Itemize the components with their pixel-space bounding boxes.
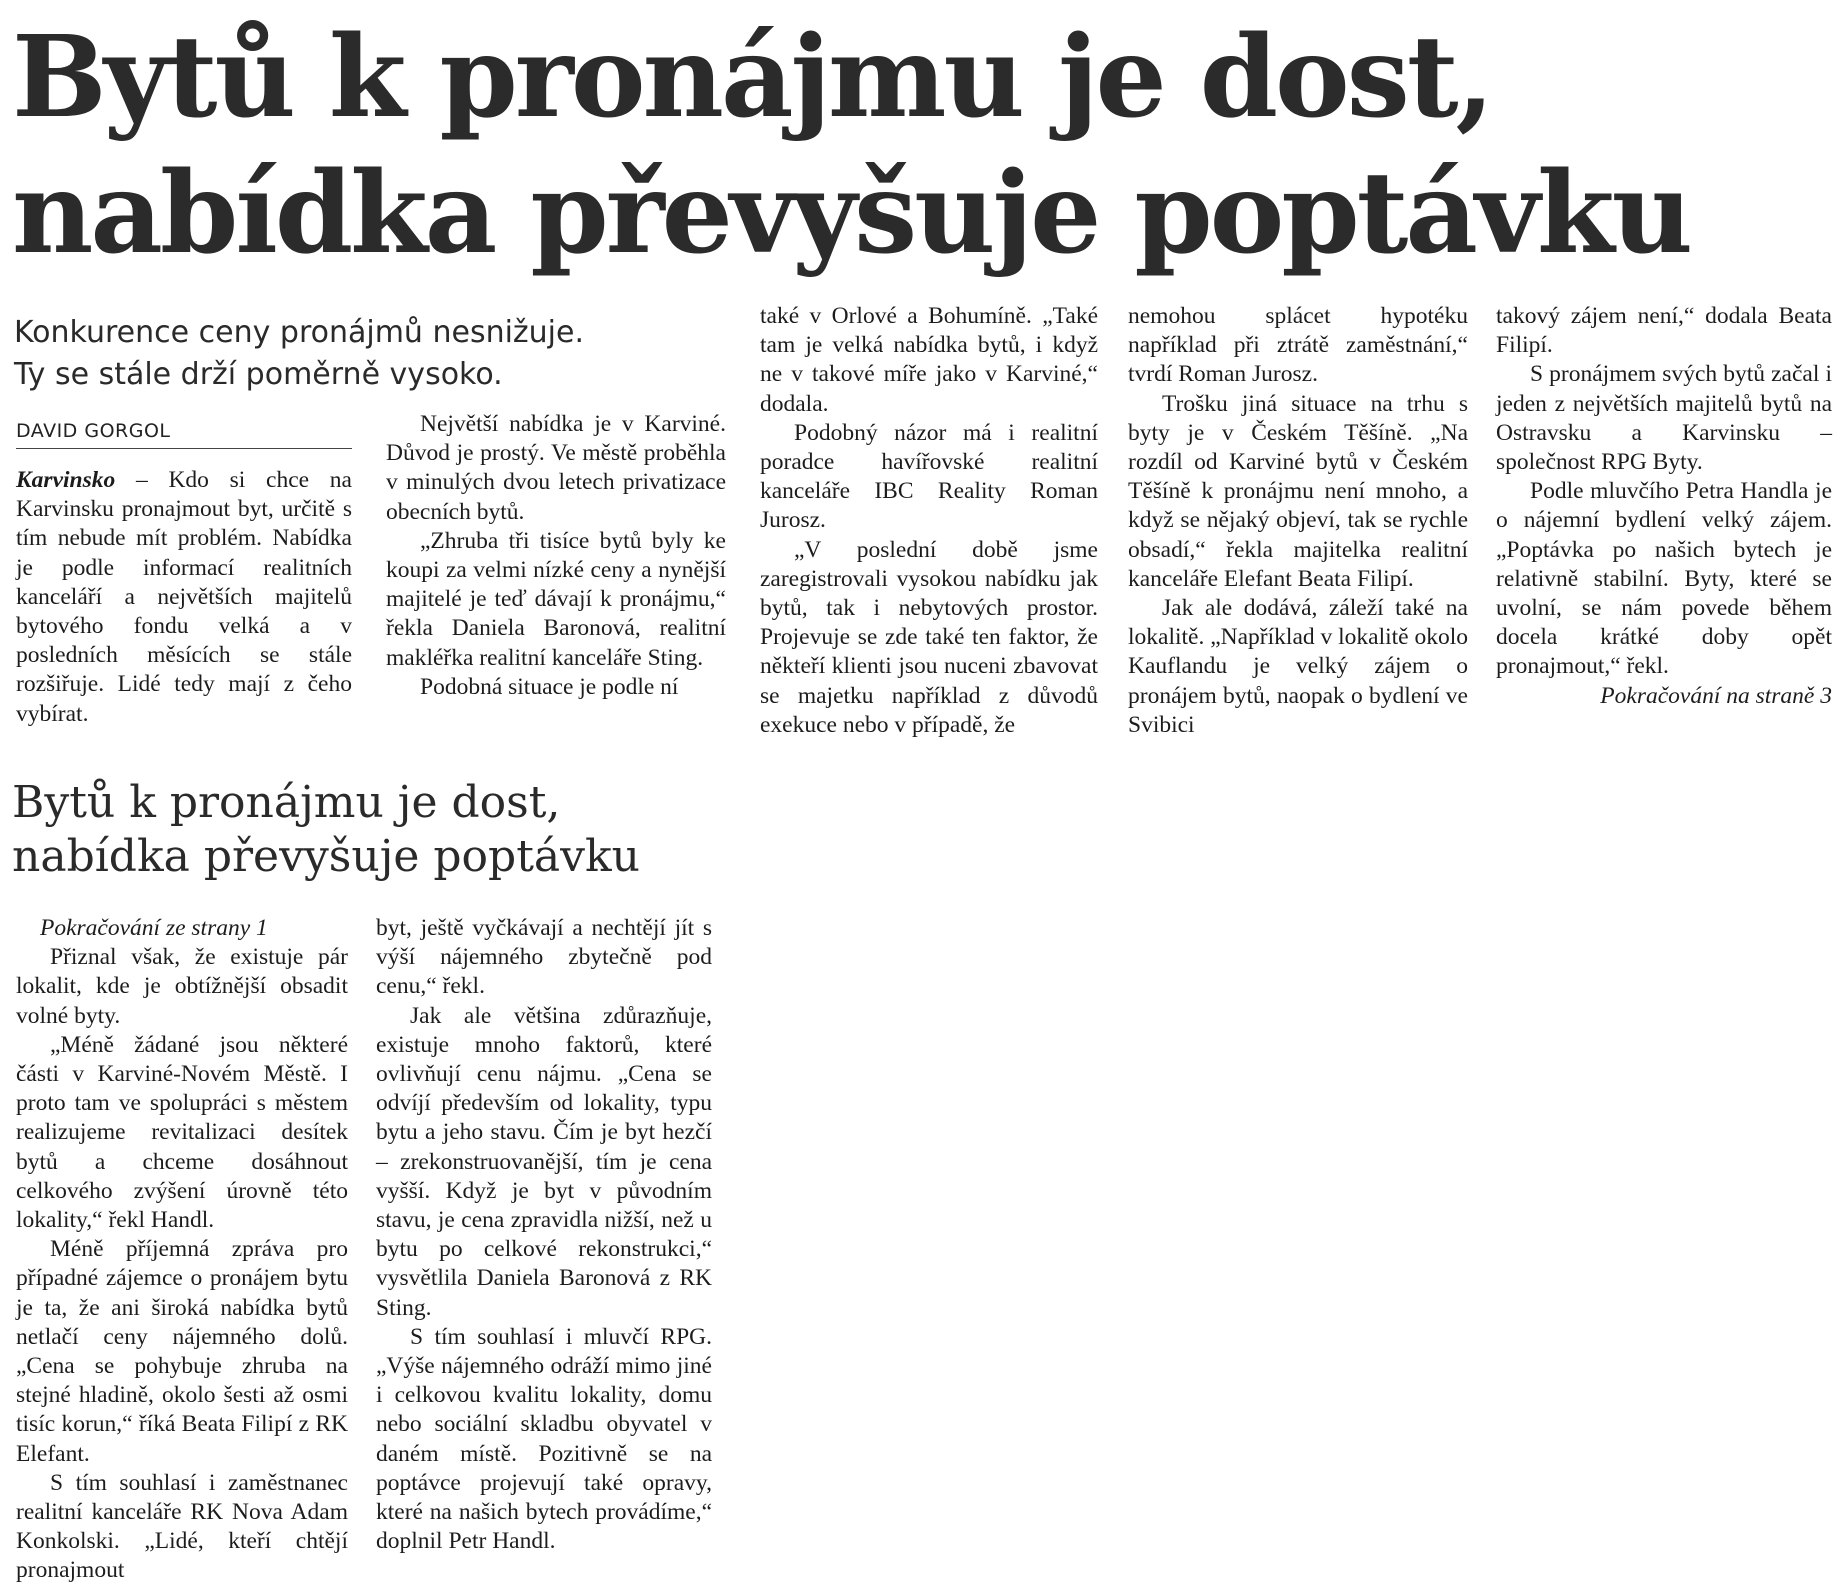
article-paragraph: „Zhruba tři tisíce bytů byly ke koupi za velmi nízké ceny a nynější majitelé je teď dávají k pronájmu,“ řekla Daniela Baronová, realitní makléřka realitní kanceláře Sting. (386, 527, 726, 671)
article-paragraph: Podle mluvčího Petra Handla je o nájemní bydlení velký zájem. „Poptávka po našich bytech je relativně stabilní. Byty, které se uvolní, se nám povede během docela krátké doby opět pronajmout,“ řekl. (1496, 478, 1832, 680)
article-column-1 (16, 466, 352, 729)
article-paragraph: Podobná situace je podle ní (420, 673, 679, 700)
article-paragraph: Trošku jiná situace na trhu s byty je v Českém Těšíně. „Na rozdíl od Karviné bytů v Českém Těšíně k pronájmu není mnoho, a když se nějaký objeví, tak se rychle obsadí,“ řekla majitelka realitní kanceláře Elefant Beata Filipí. (1128, 390, 1468, 592)
headline-line-1: Bytů k pronájmu je dost, (12, 12, 1492, 143)
article-paragraph: byt, ještě vyčkávají a nechtějí jít s výší nájemného zbytečně pod cenu,“ řekl. (376, 915, 712, 1000)
headline (12, 10, 1832, 282)
article-paragraph: Jak ale dodává, záleží také na lokalitě. „Například v lokalitě okolo Kauflandu je velký zájem o pronájem bytů, naopak o bydlení ve Svibici (1128, 595, 1469, 738)
headline-line-2: nabídka převyšuje poptávku (12, 148, 1691, 279)
article-column-5 (1496, 302, 1832, 711)
article-paragraph: Méně příjemná zpráva pro případné zájemce o pronájem bytu je ta, že ani široká nabídka bytů netlačí ceny nájemného dolů. „Cena se pohybuje zhruba na stejné hladině, okolo šesti až osmi tisíc korun,“ říká Beata Filipí z RK Elefant. (16, 1236, 348, 1467)
continued-on-note: Pokračování na straně 3 (1600, 682, 1832, 709)
article-column-3 (760, 302, 1098, 740)
article-column-4 (1128, 302, 1468, 740)
subheadline (14, 312, 585, 396)
continued-from-note: Pokračování ze strany 1 (40, 915, 268, 941)
continuation-column-1 (16, 914, 348, 1586)
article-paragraph: takový zájem není,“ dodala Beata Filipí. (1496, 303, 1832, 359)
dateline: Karvinsko (16, 467, 116, 493)
continuation-headline-line-2: nabídka převyšuje poptávku (12, 831, 640, 882)
article-paragraph: také v Orlové a Bohumíně. „Také tam je velká nabídka bytů, i když ne v takové míře jako v Karviné,“ dodala. (760, 303, 1098, 417)
lead-text: – Kdo si chce na Karvinsku pronajmout byt, určitě s tím nebude mít problém. Nabídka je podle informací realitních kanceláří a největších majitelů bytového fondu velká a v posledních měsících se stále rozšiřuje. Lidé tedy mají z čeho vybírat. (16, 467, 352, 727)
article-paragraph: S pronájmem svých bytů začal i jeden z největších majitelů bytů na Ostravsku a Karvinsku – společnost RPG Byty. (1496, 361, 1832, 476)
byline: DAVID GORGOL (16, 420, 352, 449)
article-paragraph: nemohou splácet hypotéku například při ztrátě zaměstnání,“ tvrdí Roman Jurosz. (1128, 303, 1468, 388)
continuation-headline-line-1: Bytů k pronájmu je dost, (12, 777, 561, 828)
article-paragraph: S tím souhlasí i zaměstnanec realitní kanceláře RK Nova Adam Konkolski. „Lidé, kteří chtějí pronajmout (16, 1469, 348, 1584)
article-paragraph: „V poslední době jsme zaregistrovali vysokou nabídku jak bytů, tak i nebytových prostor. Projevuje se zde také ten faktor, že někteří klienti jsou nuceni zbavovat se majetku například z důvodů exekuce nebo v případě, že (760, 536, 1098, 738)
article-paragraph: Největší nabídka je v Karviné. Důvod je prostý. Ve městě proběhla v minulých dvou letech privatizace obecních bytů. (386, 411, 726, 525)
subheadline-line-2: Ty se stále drží poměrně vysoko. (14, 357, 503, 392)
continuation-headline (12, 776, 772, 884)
continuation-column-2 (376, 914, 712, 1556)
article-paragraph (16, 466, 352, 729)
article-paragraph: Přiznal však, že existuje pár lokalit, kde je obtížnější obsadit volné byty. (16, 944, 348, 1029)
article-paragraph: Jak ale většina zdůrazňuje, existuje mnoho faktorů, které ovlivňují cenu nájmu. „Cena se odvíjí především od lokality, typu bytu a jeho stavu. Čím je byt hezčí – zrekonstruovanější, tím je cena vyšší. Když je byt v původním stavu, je cena zpravidla nižší, než u bytu po celkové rekonstrukci,“ vysvětlila Daniela Baronová z RK Sting. (376, 1002, 712, 1321)
article-column-2 (386, 410, 726, 702)
article-paragraph: „Méně žádané jsou některé části v Karviné-Novém Městě. I proto tam ve spolupráci s městem realizujeme revitalizaci desítek bytů a chceme dosáhnout celkového zvýšení úrovně této lokality,“ řekl Handl. (16, 1031, 348, 1234)
subheadline-line-1: Konkurence ceny pronájmů nesnižuje. (14, 315, 585, 350)
article-paragraph: Podobný názor má i realitní poradce havířovské realitní kanceláře IBC Reality Roman Jurosz. (760, 419, 1098, 534)
article-paragraph: S tím souhlasí i mluvčí RPG. „Výše nájemného odráží mimo jiné i celkovou kvalitu lokality, domu nebo sociální skladbu obyvatel v daném místě. Pozitivně se na poptávce projevují také opravy, které na našich bytech provádíme,“ doplnil Petr Handl. (376, 1323, 712, 1555)
